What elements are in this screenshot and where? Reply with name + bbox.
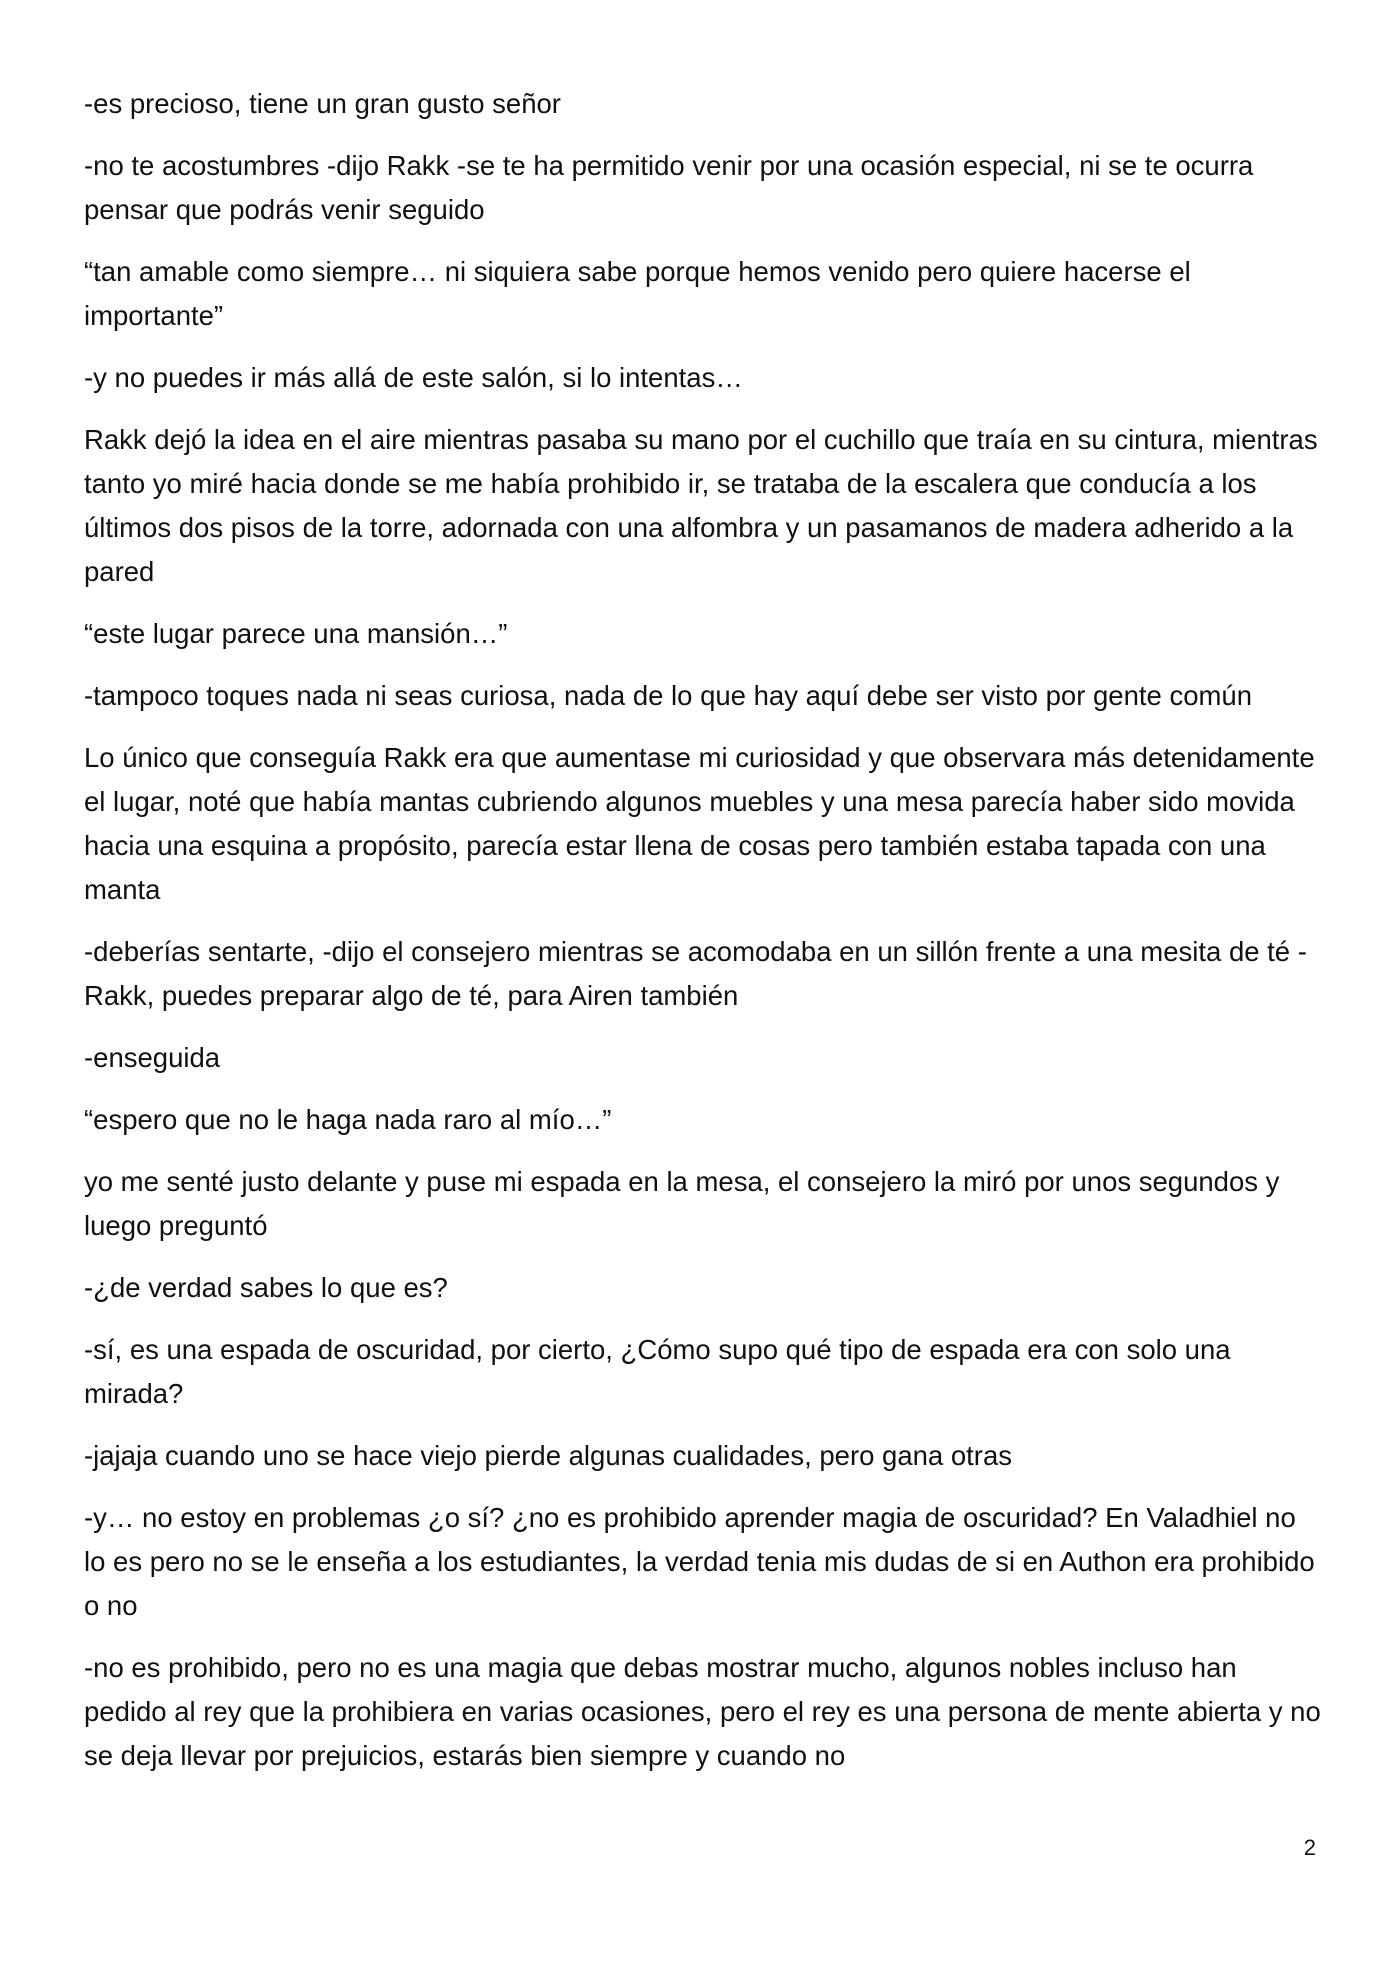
paragraph: -tampoco toques nada ni seas curiosa, nada de lo que hay aquí debe ser visto por gente común: [84, 680, 1252, 711]
paragraph: -es precioso, tiene un gran gusto señor: [84, 88, 561, 119]
paragraph: -y… no estoy en problemas ¿o sí? ¿no es prohibido aprender magia de oscuridad? En Valadhiel no lo es pero no se le enseña a los estudiantes, la verdad tenia mis dudas de si en Authon era prohibido o no: [84, 1502, 1315, 1621]
page-number: 2: [1303, 1835, 1316, 1860]
paragraph: -¿de verdad sabes lo que es?: [84, 1272, 448, 1303]
paragraph: -deberías sentarte, -dijo el consejero mientras se acomodaba en un sillón frente a una mesita de té -Rakk, puedes preparar algo de té, para Airen también: [84, 936, 1307, 1011]
paragraph: “este lugar parece una mansión…”: [84, 618, 508, 649]
paragraph: -sí, es una espada de oscuridad, por cierto, ¿Cómo supo qué tipo de espada era con solo una mirada?: [84, 1334, 1231, 1409]
paragraph: yo me senté justo delante y puse mi espada en la mesa, el consejero la miró por unos segundos y luego preguntó: [84, 1166, 1280, 1241]
paragraph: -enseguida: [84, 1042, 221, 1073]
paragraph: -y no puedes ir más allá de este salón, si lo intentas…: [84, 362, 743, 393]
paragraph: Rakk dejó la idea en el aire mientras pasaba su mano por el cuchillo que traía en su cintura, mientras tanto yo miré hacia donde se me había prohibido ir, se trataba de la escalera que conducía a los últimos dos pisos de la torre, adornada con una alfombra y un pasamanos de madera adherido a la pared: [84, 424, 1318, 587]
paragraph: -no te acostumbres -dijo Rakk -se te ha permitido venir por una ocasión especial, ni se te ocurra pensar que podrás venir seguido: [84, 150, 1254, 225]
paragraph: “tan amable como siempre… ni siquiera sabe porque hemos venido pero quiere hacerse el importante”: [84, 256, 1191, 331]
page-body: [84, 82, 1324, 1796]
paragraph: -no es prohibido, pero no es una magia que debas mostrar mucho, algunos nobles incluso han pedido al rey que la prohibiera en varias ocasiones, pero el rey es una persona de mente abierta y no se deja llevar por prejuicios, estarás bien siempre y cuando no: [84, 1652, 1321, 1771]
paragraph: “espero que no le haga nada raro al mío…”: [84, 1104, 612, 1135]
paragraph: Lo único que conseguía Rakk era que aumentase mi curiosidad y que observara más detenidamente el lugar, noté que había mantas cubriendo algunos muebles y una mesa parecía haber sido movida hacia una esquina a propósito, parecía estar llena de cosas pero también estaba tapada con una manta: [84, 742, 1315, 905]
paragraph: -jajaja cuando uno se hace viejo pierde algunas cualidades, pero gana otras: [84, 1440, 1013, 1471]
